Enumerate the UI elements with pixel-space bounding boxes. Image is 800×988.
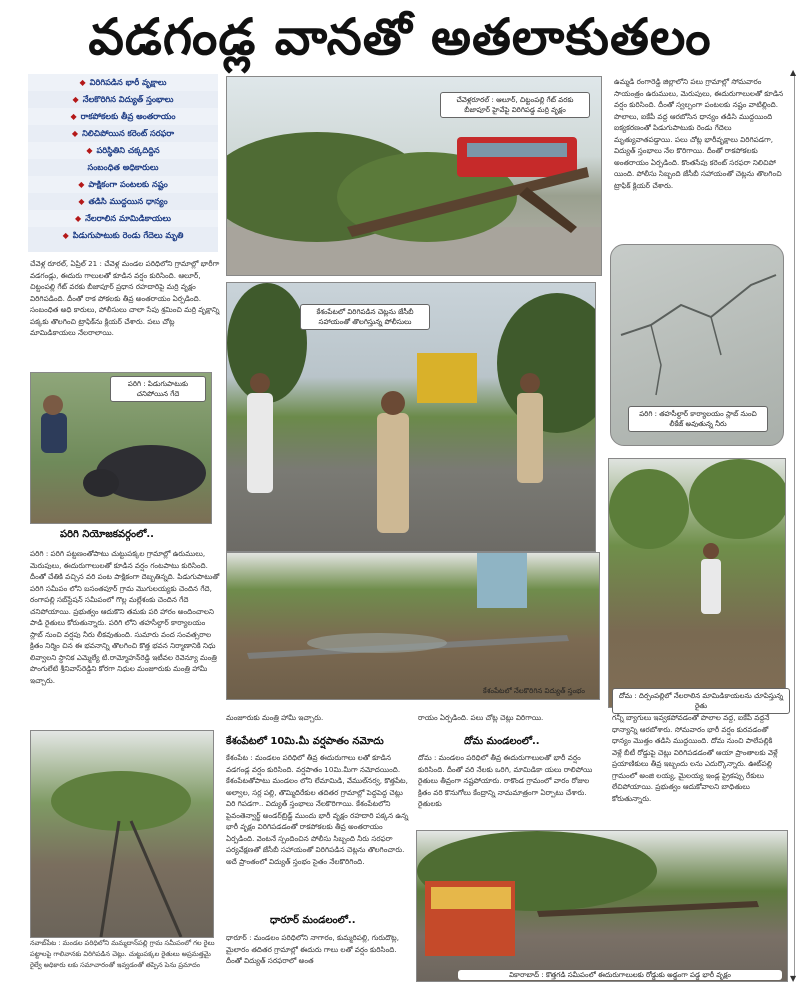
dharur-heading: ధారూర్ మండలంలో.. [270,915,356,926]
doma-text: దోమ : మండలం పరిధిలో తీవ్ర ఈదురుగాలులతో భారీ వర్షం కురిసింది. దీంతో వరి నేలకు ఒరిగి, మామిడికా యలు రాలిపోయి రైతులు తీవ్రంగా నష్టపోయారు. రాకొండ గ్రామంలో వారం రోజుల క్రితం వరి కొనుగోలు కేంద్రాన్ని నామమాత్రంగా ఏర్పాటు చేశారు. రైతులకు [418,753,593,808]
mango-illustration [609,459,785,707]
police-caption: కేశంపేటలో విరిగిపడిన చెట్లను జేసీబీ సహాయంతో తొలగిస్తున్న పోలీసులు [300,304,430,330]
highlight-item: సంబంధిత అధికారులు [87,161,159,172]
railway-illustration [31,731,213,937]
right-column-text: ఉమ్మడి రంగారెడ్డి జిల్లాలోని పలు గ్రామాల్లో సోమవారం సాయంత్రం ఉరుములు, మెరుపులు, ఈదురుగాలులతో కూడిన వర్షం కురిసింది. దీంతో స్వల్పంగా పంటలకు నష్టం వాటిల్లింది. పొలాలు, ఐకేపీ వద్ద ఆరబోసిన ధాన్యం తడిసి ముద్దయింది ఐక్యకరణంతో పిడుగుపాటుకు రెండు గేదెలు మృత్యువాతపడ్డాయి. పలు చోట్ల భారీవృక్షాలు విరిగిపడగా, విద్యుత్ స్తంభాలు నేల కొరిగాయి. దీంతో రాకపోకలకు అంతరాయం ఏర్పడింది. కొంతసేపు కరెంట్ సరఫరా నిలిచిపో యింది. పోలీసు సిబ్బంది జేసీబీ సహాయంతో చెట్లను తొలగించి ట్రాఫిక్ క్లియర్ చేశారు. [614,77,784,190]
highlight-item: ◆ రాకపోకలకు తీవ్ర అంతరాయం [28,108,218,125]
scrollbar-track[interactable] [794,76,795,976]
fallen-pole-photo [226,552,600,700]
parigi-heading: పరిగి నియోజకవర్గంలో.. [60,529,154,540]
pole-illustration [227,553,599,699]
parigi-text: పరిగి : పరిగి పట్టణంతోపాటు చుట్టుపక్కల గ్రామాల్లో ఉరుములు, మెరుపులు, ఈదురుగాలులతో కూడిన వర్షం గంటపాటు కురిసింది. దీంతో చేతికి వచ్చిన వరి పంట పాక్షికంగా దెబ్బతిన్నది. పిడుగుపాటుతో పరిగి సమీపం లోని బసంతపూర్ గ్రామ మొగులయ్యకు చెందిన గేదె, రంగాపల్లి సబ్‌స్టేషన్ సమీపంలో గొల్ల మల్లేశంకు చెందిన గేదె చనిపోయాయి. ప్రభుత్వం ఆదుకొని తమకు పరి హారం అందించాలని పాడి రైతులు కోరుతున్నారు. పరిగి లోని తహసీల్దార్ కార్యాలయం స్లాబ్ నుంచి వర్షపు నీరు లీకవుతుంది. సుమారు వంద సంవత్సరాల క్రితం నిర్మిం చిన ఈ భవనాన్ని తొలగించి కొత్త భవన నిర్మాణానికి నిధు లివ్వాలని స్థానిక ఎమ్మెల్యే టి.రామ్మోహన్‌రెడ్డి ఇటీవల రెవెన్యూ మంత్రి పొంగులేటి శ్రీనివాస్‌రెడ్డిని కోరగా నిధుల మంజూరుకు మంత్రి హామీ ఇచ్చారు. [30,549,220,685]
highlight-item: ◆ తడిసి ముద్దయిన ధాన్యం [78,195,168,206]
highlight-item: ◆ పరిస్థితిని చక్కదిద్దిన [28,142,218,159]
fallen-tree-caption: చేవెళ్లరూరల్ : ఆలూర్, చిట్టంపల్లి గేట్ వరకు బీజాపూర్ హైవేపై విరిగిపడ్డ మర్రి వృక్షం [440,92,590,118]
parigi-text-continued: మంజూరుకు మంత్రి హామీ ఇచ్చారు. [226,713,324,722]
scroll-up-icon[interactable]: ▲ [790,68,797,77]
keshampet-heading: కేశంపేటలో 10మి.మీ వర్షపాతం నమోదు [226,736,384,747]
keshampet-text: కేశంపేట : మండలం పరిధిలో తీవ్ర ఈదురుగాలు లతో కూడిన వడగండ్ల వర్షం కురిసింది. వర్షపాతం 10మి.మీగా నమోదయింది. కేశంపేటతోపాటు మండలం లోని లేమామిడి, వేముల్‌నర్వ, కొత్తపేట, అల్వాల, సర్ల పల్లి, తొమ్మిదిరేకుల తదితర గ్రామాల్లో పెద్దపెద్ద చెట్లు విరి గిపడగా.. విద్యుత్ స్తంభాలు నేలకొరిగాయి. కేశంపేటలోని పైవంతెన్వార్ఖ్ అండర్‌బ్రిడ్జ్ ముందు భారీ వృక్షం రహదారి పక్కన ఉన్న భారీ వృక్షం విరిగిపడడంతో రాకపోకలకు తీవ్ర అంతరాయం ఏర్పడింది. వెంటనే స్పందించిన పోలీసు సిబ్బంది నీరు సరఫరా పర్యవేక్షణతో జేసీబీ సహాయంతో విరిగిపడిన చెట్లను తొలగించారు. అదే ప్రాంతంలో విద్యుత్ స్తంభం సైతం నేలకొరిగింది. [226,753,409,866]
highlight-item: ◆ విరిగిపడిన భారీ వృక్షాలు [28,74,218,91]
vikarabad-road-photo [416,830,788,982]
page-headline: వడగండ్ల వానతో అతలాకుతలం [88,8,712,66]
railway-track-photo [30,730,214,938]
highlight-item: ◆ పిడుగుపాటుకు రెండు గేదెలు మృతి [62,229,184,240]
mango-caption: దోమ : దిర్సంపల్లిలో నేలరాలిన మామిడికాయలను చూపిస్తున్న రైతు [612,688,790,714]
mango-farmer-photo [608,458,786,708]
crack-caption: పరిగి : తహసీల్దార్ కార్యాలయం స్లాబ్ నుంచి లీకేజ్ అవుతున్న నీరు [628,406,768,432]
highlight-item: ◆ నిలిచిపోయిన కరెంట్ సరఫరా [71,127,175,138]
dharur-text: ధారూర్ : మండలం పరిధిలోని నాగారం, కుమ్మరిపల్లి, గురుదొట్ల, మైలారం తదితర గ్రామాల్లో ఈదురు గాలు లతో వర్షం కురిసింది. దీంతో విద్యుత్ సరఫరాలో అంత [226,933,399,965]
lead-article-text: చేవెళ్ల రూరల్, ఏప్రిల్ 21 : చేవెళ్ల మండల పరిధిలోని గ్రామాల్లో భారీగా వడగండ్లు, ఈదురు గాలులతో కూడిన వర్షం కురిసింది. ఆలూర్, చిట్టంపల్లి గేట్ వరకు బీజాపూర్ ప్రధాన రహదారిపై మర్రి వృక్షం విరిగిపడింది. దీంతో రాక పోకలకు తీవ్ర అంతరాయం ఏర్పడింది. సంబంధిత అధి కారులు, పోలీసులు చాలా సేపు శ్రమించి మర్రి వృక్షాన్ని పక్కకు తొలగించి ట్రాఫిక్‌ను క్లియర్ చేశారు. పలు చోట్ల మామిడికాయలు నేలరాలాయి. [30,259,220,337]
highlight-item: ◆ నేలకొరిగిన విద్యుత్ స్తంభాలు [72,93,174,104]
doma-text-continued: గన్నీ బ్యాగులు ఇవ్వకపోవడంతో పొలాల వద్ద, ఐకేపీ వద్దనే ధాన్యాన్ని ఆరబోశారు. సోమవారం భారీ వర్షం కురవడంతో ధాన్యం మొత్తం తడిసి ముద్దయింది. దోమ నుంచి పాలేపల్లికి వెళ్లే బీటీ రోడ్డుపై చెట్లు విరిగిపడడంతో ఆయా ప్రాంతాలకు వెళ్లే ప్రయాణికులు తీవ్ర ఇబ్బందు లను ఎదుర్కొన్నారు. ఊట్‌పల్లి గ్రామంలో అంజి లయ్య, మైలయ్య ఇండ్ల ప్రైకప్పు రేకులు లేచిపోయాయి. ప్రభుత్వం ఆదుకోవాలని బాధితులు కోరుతున్నారు. [612,713,778,803]
highlight-item: ◆ పాక్షికంగా పంటలకు నష్టం [28,176,218,193]
highlights-box [28,74,218,252]
scroll-down-icon[interactable]: ▼ [790,974,797,983]
vikarabad-caption: వికారాబాద్ : కొత్తగడి సమీపంలో ఈదురుగాలులకు రోడ్డుకు అడ్డంగా పడ్డ భారీ వృక్షం [458,970,782,980]
buffalo-caption: పరిగి : పిడుగుపాటుకు చనిపోయిన గేదె [110,376,206,402]
pole-caption: కేశంపేటలో నేలకొరిగిన విద్యుత్ స్తంభం [483,687,585,695]
highlight-item: ◆ నేలరాలిన మామిడికాయలు [28,210,218,227]
railway-caption: నవాబ్‌పేట : మండల పరిధిలోని మమ్మదాన్‌పల్లి గ్రామ సమీపంలో గల రైలు పట్టాలపై గాలివానకు విరిగిపడిన చెట్లు. చుట్టుపక్కల రైతులు అప్రమత్తమై రైల్వే అధికారు లకు సమాచారంతో ఇవ్వడంతో తప్పిన పెను ప్రమాదం [30,939,215,969]
doma-heading: దోమ మండలంలో.. [464,736,540,747]
road-illustration [417,831,787,981]
doma-text-top: రాయం ఏర్పడింది. పలు చోట్ల చెట్లు విరిగాయి. [418,713,544,722]
